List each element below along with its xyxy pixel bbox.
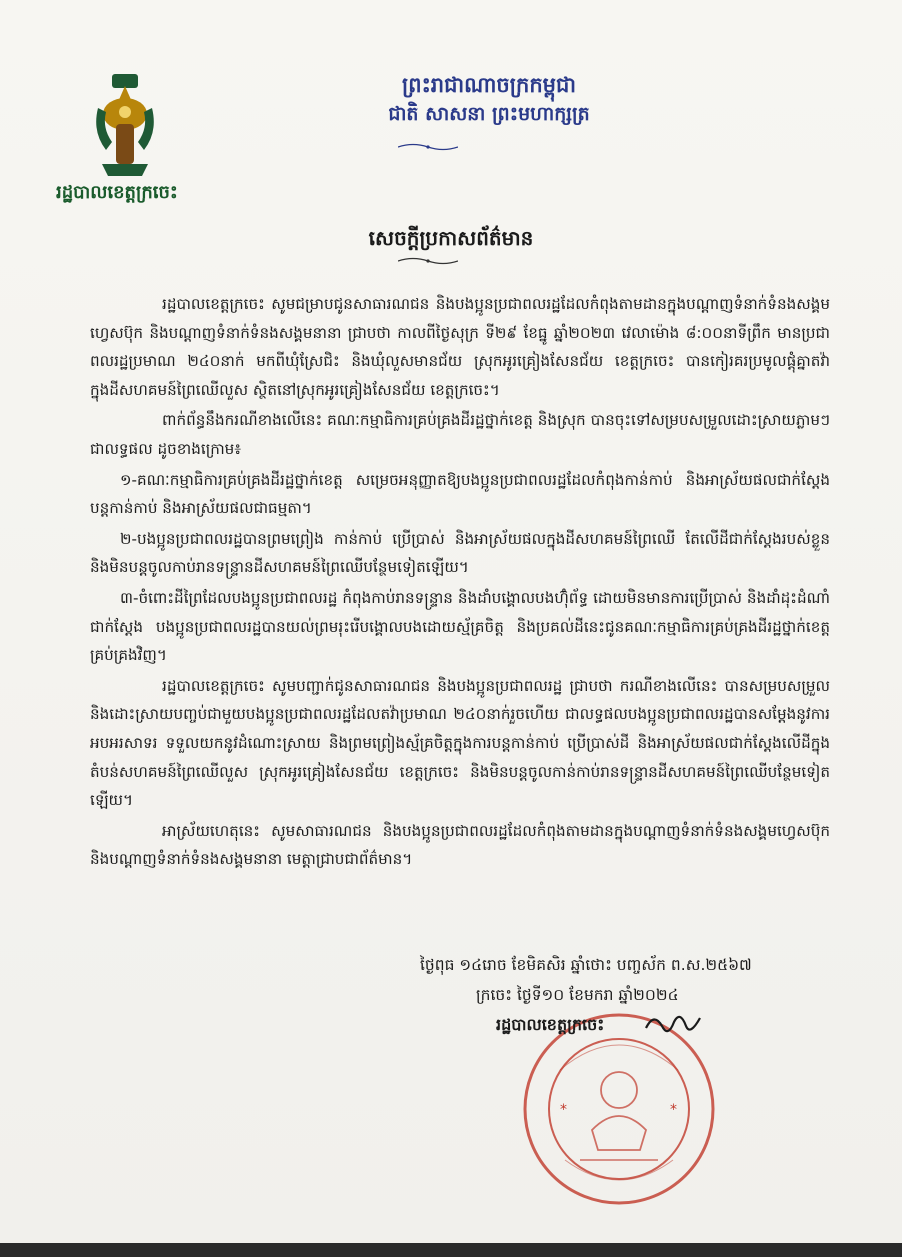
solar-date: ក្រចេះ ថ្ងៃទី១០ ខែមករា ឆ្នាំ២០២៤ [476,986,679,1004]
document-title: សេចក្តីប្រកាសព័ត៌មាន [368,226,534,250]
svg-text:*: * [560,1102,567,1118]
signature-icon [640,1008,710,1042]
kingdom-line-1: ព្រះរាជាណាចក្រកម្ពុជា [401,73,576,97]
result-item-3: ៣-ចំពោះដីព្រៃដែលបងប្អូនប្រជាពលរដ្ឋ កំពុងកាប់រានទន្ទ្រាន និងដាំបង្គោលបងហ៊ុំព័ទ្ធ ដោយមិនមានការប្រើប្រាស់ និងដាំដុះដំណាំជាក់ស្តែង បងប្អូនប្រជាពលរដ្ឋបានយល់ព្រមរុះរើបង្គោលបងដោយស្ម័គ្រចិត្ត និងប្រគល់ដីនេះជូនគណៈកម្មាធិការគ្រប់គ្រងដីរដ្ឋថ្នាក់ខេត្តគ្រប់គ្រងវិញ។ [90,588,830,665]
page-bottom-edge [0,1243,902,1257]
kingdom-motto: ជាតិ សាសនា ព្រះមហាក្សត្រ [388,103,590,125]
svg-text:*: * [670,1102,677,1118]
ornament-divider-icon [398,256,458,266]
paragraph-confirmation: រដ្ឋបាលខេត្តក្រចេះ សូមបញ្ជាក់ជូនសាធារណជន និងបងប្អូនប្រជាពលរដ្ឋ ជ្រាបថា ករណីខាងលើនេះ បានសម្របសម្រួល និងដោះស្រាយបញ្ចប់ជាមួយបងប្អូនប្រជាពលរដ្ឋដែលតវ៉ាប្រមាណ ២៤០នាក់រួចហើយ ជាលទ្ធផលបងប្អូនប្រជាពលរដ្ឋបានសម្តែងនូវការអបអរសាទរ ទទួលយកនូវដំណោះស្រាយ និងព្រមព្រៀងស្ម័គ្រចិត្តក្នុងការបន្តកាន់កាប់ ប្រើប្រាស់ដី និងអាស្រ័យផលជាក់ស្តែងលើដីក្នុងតំបន់សហគមន៍ព្រៃឈើលួស ស្រុកអូរគ្រៀងសែនជ័យ ខេត្តក្រចេះ និងមិនបន្តចូលកាន់កាប់រានទន្ទ្រានដីសហគមន៍ព្រៃឈើបន្ថែមទៀតឡើយ។ [90,676,830,810]
signatory-title: រដ្ឋបាលខេត្តក្រចេះ [496,1015,605,1034]
result-item-2: ២-បងប្អូនប្រជាពលរដ្ឋបានព្រមព្រៀង កាន់កាប់ ប្រើប្រាស់ និងអាស្រ័យផលក្នុងដីសហគមន៍ព្រៃឈើ តែលើដីជាក់ស្តែងរបស់ខ្លួន និងមិនបន្តចូលកាប់រានទន្ទ្រានដីសហគមន៍ព្រៃឈើបន្ថែមទៀតឡើយ។ [90,529,830,577]
result-item-1: ១-គណៈកម្មាធិការគ្រប់គ្រងដីរដ្ឋថ្នាក់ខេត្ត សម្រេចអនុញ្ញាតឱ្យបងប្អូនប្រជាពលរដ្ឋដែលកំពុងកាន់កាប់ និងអាស្រ័យផលជាក់ស្តែងបន្តកាន់កាប់ និងអាស្រ័យផលជាធម្មតា។ [90,470,830,518]
paragraph-response: ពាក់ព័ន្ធនឹងករណីខាងលើនេះ គណៈកម្មាធិការគ្រប់គ្រងដីរដ្ឋថ្នាក់ខេត្ត និងស្រុក បានចុះទៅសម្របសម្រួលដោះស្រាយភ្លាមៗ ជាលទ្ធផល ដូចខាងក្រោម៖ [90,411,830,458]
paragraph-intro: រដ្ឋបាលខេត្តក្រចេះ សូមជម្រាបជូនសាធារណជន និងបងប្អូនប្រជាពលរដ្ឋដែលកំពុងតាមដានក្នុងបណ្តាញទំនាក់ទំនងសង្គមហ្វេសប៊ុក និងបណ្តាញទំនាក់ទំនងសង្គមនានា ជ្រាបថា កាលពីថ្ងៃសុក្រ ទី២៩ ខែធ្នូ ឆ្នាំ២០២៣ វេលាម៉ោង ៨:០០នាទីព្រឹក មានប្រជាពលរដ្ឋប្រមាណ ២៤០នាក់ មកពីឃុំស្រែជិះ និងឃុំលួសមានជ័យ ស្រុកអូរគ្រៀងសែនជ័យ ខេត្តក្រចេះ បានកៀរគរប្រមូលផ្តុំគ្នាតវ៉ាក្នុងដីសហគមន៍ព្រៃឈើលួស ស្ថិតនៅស្រុកអូរគ្រៀងសែនជ័យ ខេត្តក្រចេះ។ [90,295,830,399]
announcement-body [90,290,830,876]
administration-title: រដ្ឋបាលខេត្តក្រចេះ [56,182,178,203]
paragraph-closing: អាស្រ័យហេតុនេះ សូមសាធារណជន និងបងប្អូនប្រជាពលរដ្ឋដែលកំពុងតាមដានក្នុងបណ្តាញទំនាក់ទំនងសង្គមហ្វេសប៊ុក និងបណ្តាញទំនាក់ទំនងសង្គមនានា មេត្តាជ្រាបជាព័ត៌មាន។ [90,821,830,869]
ornament-divider-icon [398,142,458,152]
lunar-date: ថ្ងៃពុធ ១៤រោច ខែមិគសិរ ឆ្នាំថោះ បញ្ចស័ក ព.ស.២៥៦៧ [420,956,752,974]
